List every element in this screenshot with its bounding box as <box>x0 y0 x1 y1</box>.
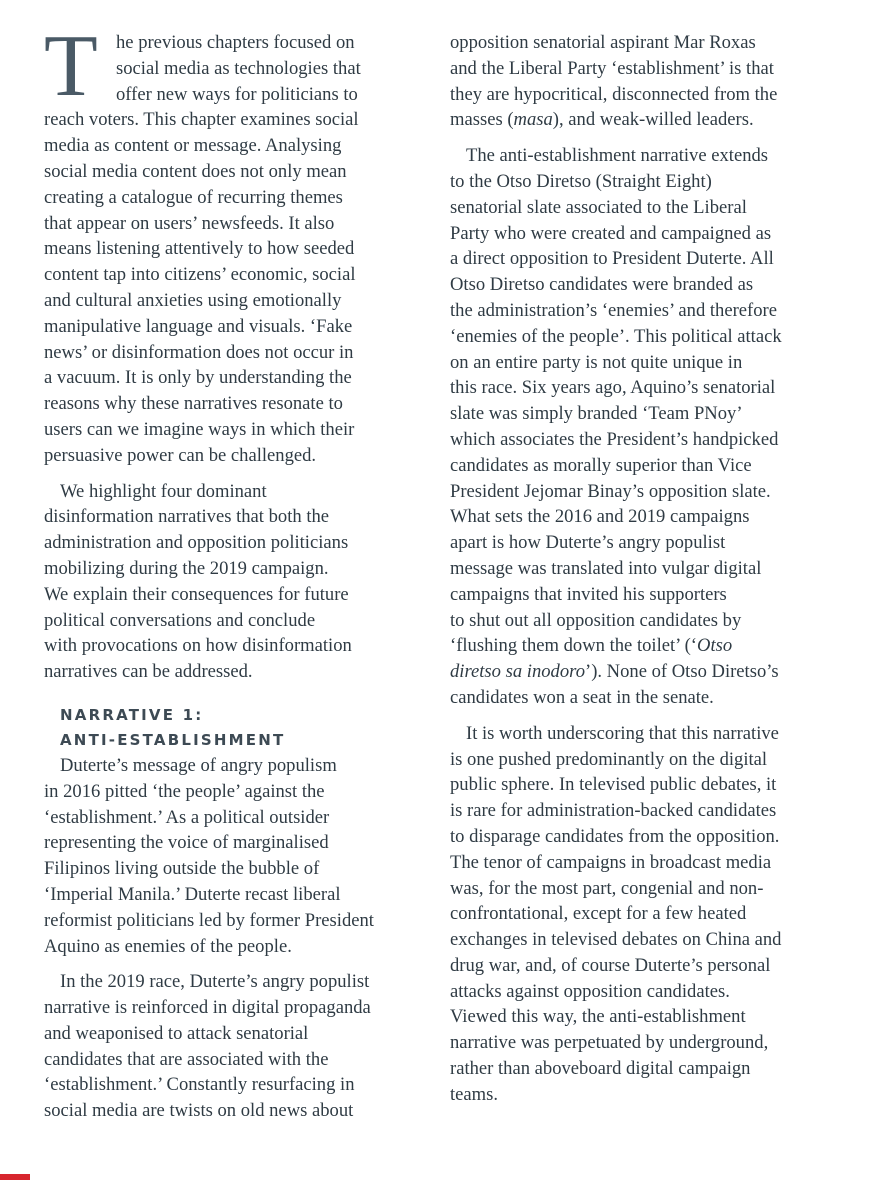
text-line: Duterte’s message of angry populism <box>60 754 337 776</box>
text-line: slate was simply branded ‘Team PNoy’ <box>450 403 743 425</box>
text-line: news’ or disinformation does not occur in <box>44 341 354 363</box>
text-line: he previous chapters focused on <box>116 32 355 53</box>
section-heading <box>44 703 420 753</box>
text-line: Filipinos living outside the bubble of <box>44 858 320 880</box>
text-line: which associates the President’s handpicked <box>450 428 779 450</box>
text-line: administration and opposition politicians <box>44 532 349 554</box>
heading-line: ANTI-ESTABLISHMENT <box>60 730 286 749</box>
text-line: drug war, and, of course Duterte’s personal <box>450 954 771 976</box>
text-line: candidates won a seat in the senate. <box>450 686 714 708</box>
text-line: a direct opposition to President Duterte. All <box>450 248 774 270</box>
text-line <box>450 633 834 659</box>
text-line: persuasive power can be challenged. <box>44 444 317 466</box>
text-line: content tap into citizens’ economic, social <box>44 264 356 286</box>
text-run: ‘flushing them down the toilet’ (‘ <box>450 635 698 657</box>
text-line: In the 2019 race, Duterte’s angry populist <box>60 971 370 993</box>
left-column <box>44 18 420 1124</box>
text-line: manipulative language and visuals. ‘Fake <box>44 315 353 337</box>
text-line: that appear on users’ newsfeeds. It also <box>44 212 335 234</box>
text-line: senatorial slate associated to the Liberal <box>450 196 747 218</box>
text-line: narrative is reinforced in digital propaganda <box>44 997 371 1019</box>
text-line: teams. <box>450 1083 499 1105</box>
paragraph-2019-race <box>44 969 420 1124</box>
text-line: attacks against opposition candidates. <box>450 980 730 1002</box>
text-line: apart is how Duterte’s angry populist <box>450 532 726 554</box>
text-line: media as content or message. Analysing <box>44 135 342 157</box>
text-line: public sphere. In televised public debates, it <box>450 774 777 796</box>
text-line: The tenor of campaigns in broadcast media <box>450 851 772 873</box>
text-line: is rare for administration-backed candidates <box>450 800 777 822</box>
drop-cap: T <box>44 18 98 115</box>
text-line: narratives can be addressed. <box>44 661 253 683</box>
paragraph-four-narratives <box>44 479 420 685</box>
text-line: Aquino as enemies of the people. <box>44 935 292 957</box>
text-line: ‘establishment.’ Constantly resurfacing in <box>44 1074 355 1096</box>
text-run: ), and weak-willed leaders. <box>552 109 754 131</box>
text-line: social media content does not only mean <box>44 160 347 182</box>
text-line: is one pushed predominantly on the digital <box>450 748 768 770</box>
text-line: narrative was perpetuated by underground, <box>450 1032 769 1054</box>
paragraph-roxas <box>450 30 834 133</box>
text-line: candidates as morally superior than Vice <box>450 454 752 476</box>
italic-text: masa <box>513 109 553 131</box>
text-line: message was translated into vulgar digital <box>450 557 762 579</box>
text-line: political conversations and conclude <box>44 609 316 631</box>
right-column <box>450 30 834 1108</box>
text-run: masses ( <box>450 109 514 131</box>
text-line: and the Liberal Party ‘establishment’ is that <box>450 57 774 79</box>
text-line: It is worth underscoring that this narrative <box>466 722 779 744</box>
text-line: reformist politicians led by former President <box>44 909 374 931</box>
text-line: on an entire party is not quite unique in <box>450 351 743 373</box>
text-line: What sets the 2016 and 2019 campaigns <box>450 506 750 528</box>
text-line: rather than aboveboard digital campaign <box>450 1058 751 1080</box>
text-line: ‘Imperial Manila.’ Duterte recast liberal <box>44 883 341 905</box>
text-line: they are hypocritical, disconnected from the <box>450 83 778 105</box>
text-line: and cultural anxieties using emotionally <box>44 289 342 311</box>
text-line: was, for the most part, congenial and non- <box>450 877 764 899</box>
text-line: confrontational, except for a few heated <box>450 903 747 925</box>
text-line: President Jejomar Binay’s opposition slate. <box>450 480 771 502</box>
text-line: candidates that are associated with the <box>44 1048 329 1070</box>
text-line: users can we imagine ways in which their <box>44 418 355 440</box>
paragraph-otso-diretso <box>450 143 834 711</box>
text-line: representing the voice of marginalised <box>44 832 329 854</box>
text-line: this race. Six years ago, Aquino’s senatorial <box>450 377 776 399</box>
italic-text: diretso sa inodoro <box>450 661 585 683</box>
text-line: means listening attentively to how seeded <box>44 238 355 260</box>
text-line: ‘enemies of the people’. This political attack <box>450 325 782 347</box>
text-line: exchanges in televised debates on China and <box>450 929 782 951</box>
text-line: to disparage candidates from the opposition. <box>450 825 780 847</box>
paragraph-angry-populism <box>44 753 420 959</box>
text-line: in 2016 pitted ‘the people’ against the <box>44 780 325 802</box>
page-number-marker <box>0 1174 30 1180</box>
text-line: the administration’s ‘enemies’ and therefore <box>450 299 777 321</box>
text-line: to shut out all opposition candidates by <box>450 609 742 631</box>
text-line: offer new ways for politicians to <box>116 83 358 105</box>
italic-text: Otso <box>697 635 733 657</box>
text-run: ’). None of Otso Diretso’s <box>585 661 779 683</box>
text-line: opposition senatorial aspirant Mar Roxas <box>450 32 756 53</box>
text-line: Party who were created and campaigned as <box>450 222 772 244</box>
text-line: ‘establishment.’ As a political outsider <box>44 806 330 828</box>
text-line: to the Otso Diretso (Straight Eight) <box>450 170 712 192</box>
intro-paragraph <box>44 18 420 469</box>
text-line: reasons why these narratives resonate to <box>44 393 343 415</box>
text-line: We explain their consequences for future <box>44 583 349 605</box>
text-line: Otso Diretso candidates were branded as <box>450 274 754 296</box>
text-line: disinformation narratives that both the <box>44 506 330 528</box>
text-line: mobilizing during the 2019 campaign. <box>44 557 329 579</box>
text-line: campaigns that invited his supporters <box>450 583 727 605</box>
text-line <box>450 659 834 685</box>
text-line: creating a catalogue of recurring themes <box>44 186 343 208</box>
text-line: We highlight four dominant <box>60 480 267 502</box>
text-line <box>450 107 834 133</box>
heading-line: NARRATIVE 1: <box>60 705 204 724</box>
text-line: The anti-establishment narrative extends <box>466 145 769 167</box>
text-line: a vacuum. It is only by understanding the <box>44 367 352 389</box>
text-line: and weaponised to attack senatorial <box>44 1022 309 1044</box>
text-line: reach voters. This chapter examines social <box>44 109 359 131</box>
text-line: with provocations on how disinformation <box>44 635 352 657</box>
text-line: Viewed this way, the anti-establishment <box>450 1006 746 1028</box>
text-line: social media are twists on old news about <box>44 1100 354 1122</box>
paragraph-digital-sphere <box>450 721 834 1108</box>
text-line: social media as technologies that <box>116 57 361 79</box>
